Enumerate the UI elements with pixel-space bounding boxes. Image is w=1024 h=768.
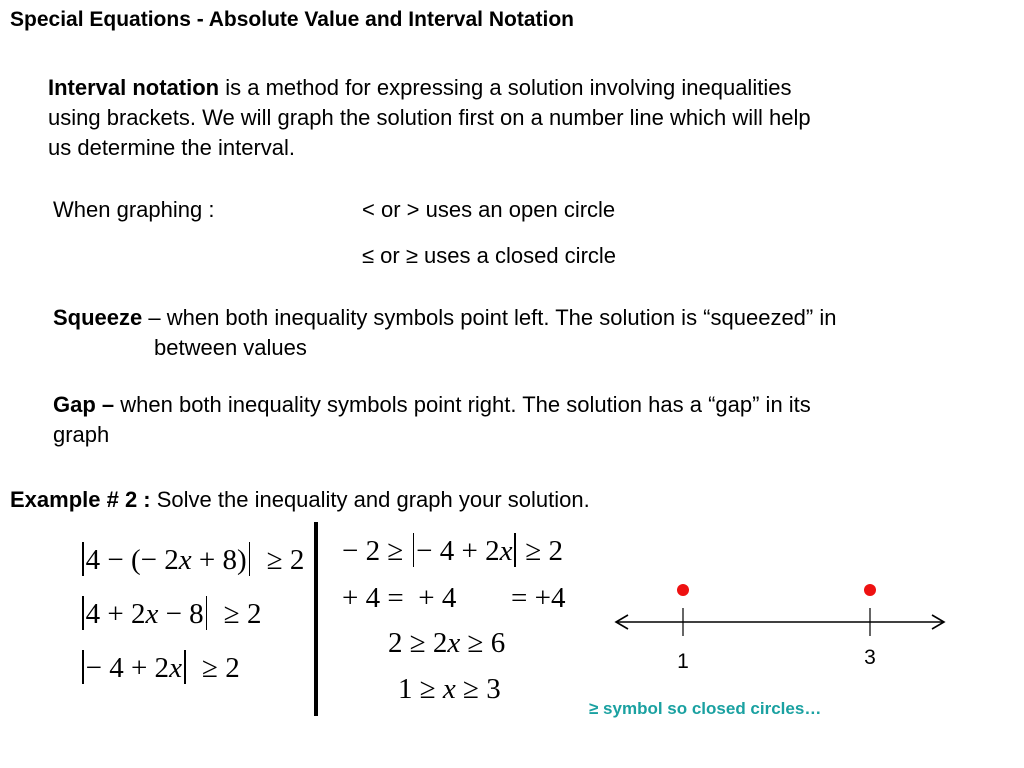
- column-divider: [314, 522, 318, 716]
- abs-bar: [206, 596, 208, 630]
- right-step-2a: + 4 = + 4: [342, 582, 457, 614]
- expr: 4 + 2: [85, 598, 146, 630]
- abs-bar: [514, 533, 516, 567]
- right-step-2b: = +4: [511, 582, 566, 614]
- example-heading: [10, 485, 590, 515]
- variable-x: x: [145, 598, 159, 630]
- closed-circle-note: ≥ symbol so closed circles…: [589, 699, 822, 718]
- expr: − 2 ≥: [342, 535, 411, 567]
- example-label: Example # 2 :: [10, 487, 151, 512]
- variable-x: x: [178, 544, 192, 576]
- variable-x: x: [447, 627, 461, 659]
- closed-circle-point: [864, 584, 876, 596]
- left-step-3: [80, 650, 240, 685]
- squeeze-line-2: between values: [154, 335, 307, 360]
- closed-circle-rule: ≤ or ≥ uses a closed circle: [362, 243, 617, 268]
- intro-line-2: using brackets. We will graph the solution first on a number line which will help: [48, 105, 811, 130]
- right-step-3: [388, 627, 505, 660]
- relation: ≥ 2: [209, 598, 262, 630]
- variable-x: x: [499, 535, 513, 567]
- gap-definition: [53, 390, 811, 450]
- abs-bar: [249, 542, 251, 576]
- graphing-label: When graphing :: [53, 197, 215, 222]
- expr: ≥ 3: [455, 673, 501, 705]
- squeeze-line-1: – when both inequality symbols point left. The solution is “squeezed” in: [142, 305, 837, 330]
- left-step-1: [80, 542, 304, 577]
- intro-line-1: is a method for expressing a solution involving inequalities: [219, 75, 792, 100]
- gap-line-1: when both inequality symbols point right. The solution has a “gap” in its: [114, 392, 811, 417]
- relation: ≥ 2: [187, 652, 240, 684]
- right-step-4: [398, 673, 501, 706]
- abs-bar: [82, 596, 84, 630]
- left-step-2: [80, 596, 261, 631]
- abs-bar: [82, 650, 84, 684]
- expr: + 8): [191, 544, 247, 576]
- expr: ≥ 6: [460, 627, 506, 659]
- expr: 4 − (− 2: [85, 544, 179, 576]
- interval-notation-term: Interval notation: [48, 75, 220, 100]
- expr: 1 ≥: [398, 673, 443, 705]
- tick-label: 3: [864, 646, 876, 669]
- example-prompt: Solve the inequality and graph your solution.: [150, 487, 590, 512]
- expr: 2 ≥ 2: [388, 627, 448, 659]
- gap-term: Gap –: [53, 392, 115, 417]
- intro-line-3: us determine the interval.: [48, 135, 296, 160]
- tick-label: 1: [677, 650, 689, 673]
- page-title: Special Equations - Absolute Value and Interval Notation: [10, 8, 574, 31]
- gap-line-2: graph: [53, 422, 110, 447]
- squeeze-term: Squeeze: [53, 305, 143, 330]
- expr: ≥ 2: [518, 535, 563, 567]
- expr: − 4 + 2: [85, 652, 170, 684]
- right-step-1: [342, 533, 563, 568]
- abs-bar: [82, 542, 84, 576]
- relation: ≥ 2: [252, 544, 305, 576]
- expr: − 4 + 2: [416, 535, 500, 567]
- closed-circle-point: [677, 584, 689, 596]
- expr: − 8: [158, 598, 204, 630]
- variable-x: x: [442, 673, 456, 705]
- abs-bar: [184, 650, 186, 684]
- intro-paragraph: [48, 73, 811, 163]
- squeeze-definition: [53, 303, 836, 363]
- open-circle-rule: < or > uses an open circle: [362, 197, 616, 222]
- variable-x: x: [169, 652, 182, 684]
- abs-bar: [413, 533, 415, 567]
- number-line: [600, 570, 960, 680]
